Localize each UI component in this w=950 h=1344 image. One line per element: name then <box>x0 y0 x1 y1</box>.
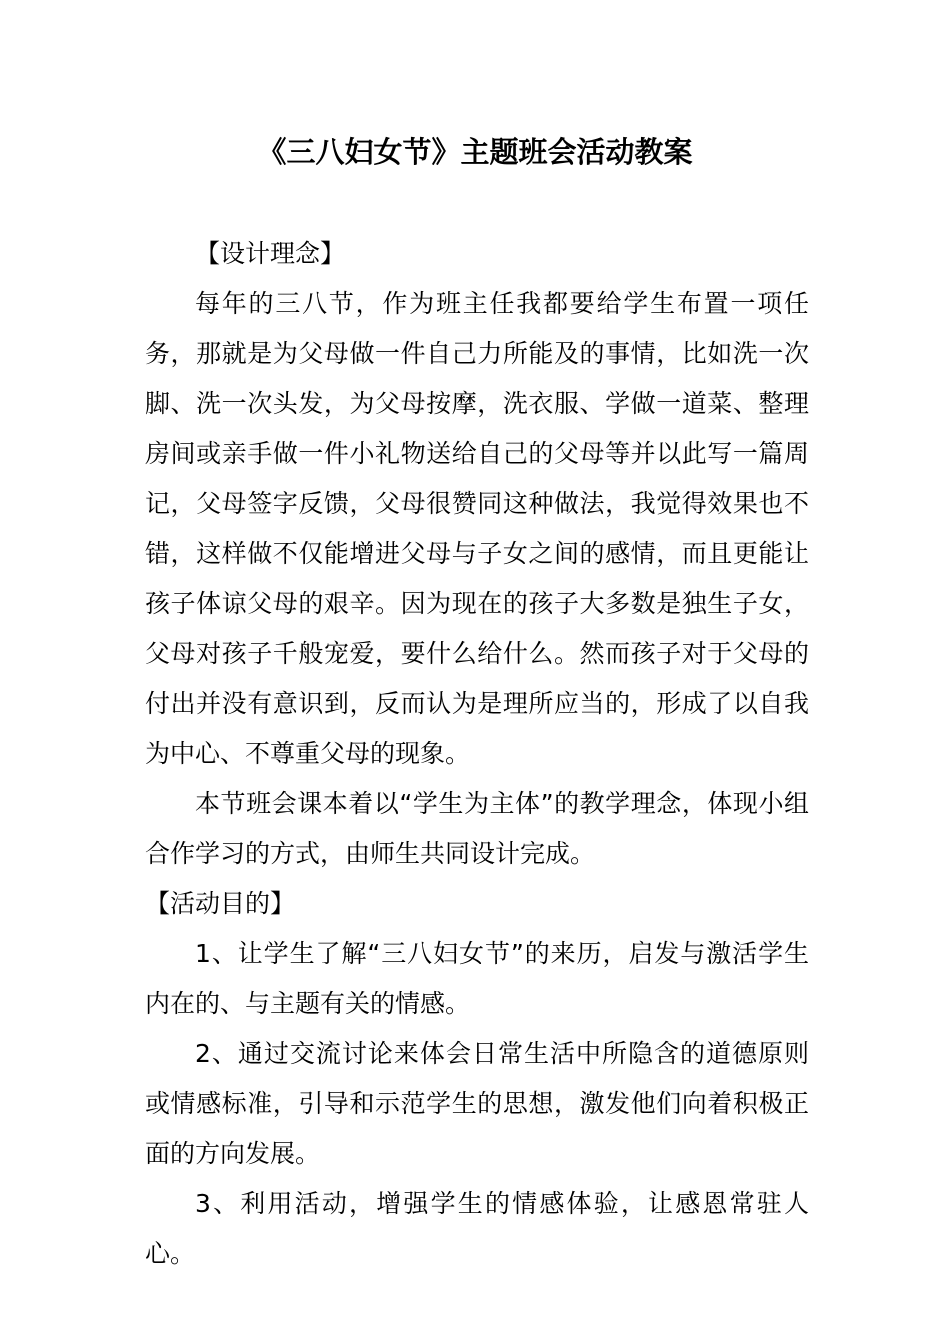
design-heading: 【设计理念】 <box>195 239 346 268</box>
goal-item-3: 3、利用活动，增强学生的情感体验，让感恩常驻人心。 <box>145 1189 809 1268</box>
goals-heading: 【活动目的】 <box>145 889 296 918</box>
goal-item-2: 2、通过交流讨论来体会日常生活中所隐含的道德原则或情感标准，引导和示范学生的思想，激发他们向着积极正面的方向发展。 <box>145 1039 809 1168</box>
document-body <box>145 229 809 1279</box>
goal-item-1: 1、让学生了解“三八妇女节”的来历，启发与激活学生内在的、与主题有关的情感。 <box>145 939 809 1018</box>
design-paragraph-2: 本节班会课本着以“学生为主体”的教学理念，体现小组合作学习的方式，由师生共同设计完成。 <box>145 789 809 868</box>
design-paragraph-1: 每年的三八节，作为班主任我都要给学生布置一项任务，那就是为父母做一件自己力所能及的事情，比如洗一次脚、洗一次头发，为父母按摩，洗衣服、学做一道菜、整理房间或亲手做一件小礼物送给自己的父母等并以此写一篇周记，父母签字反馈，父母很赞同这种做法，我觉得效果也不错，这样做不仅能增进父母与子女之间的感情，而且更能让孩子体谅父母的艰辛。因为现在的孩子大多数是独生子女，父母对孩子千般宠爱，要什么给什么。然而孩子对于父母的付出并没有意识到，反而认为是理所应当的，形成了以自我为中心、不尊重父母的现象。 <box>145 289 809 768</box>
document-title: 《三八妇女节》主题班会活动教案 <box>257 135 693 169</box>
